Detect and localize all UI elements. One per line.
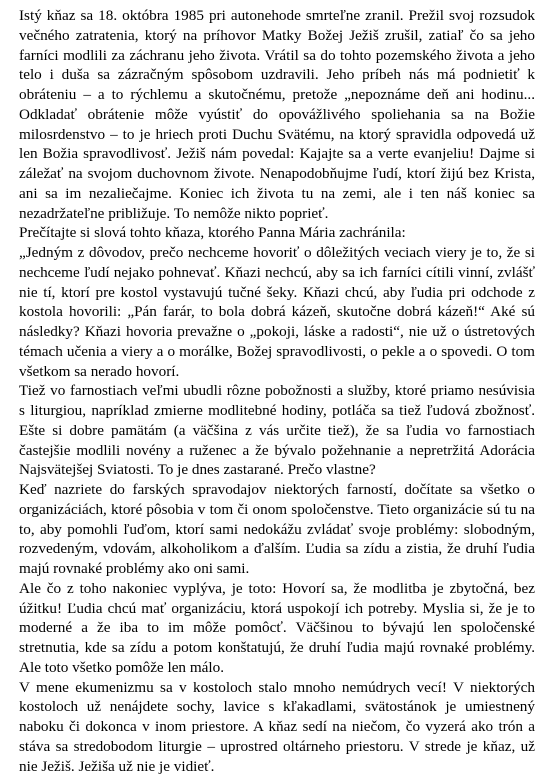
paragraph-consequences: Ale čo z toho nakoniec vyplýva, je toto: Hovorí sa, že modlitba je zbytočná, bez úžitku! Ľudia chcú mať organizáciu, ktorá uspokojí ich potreby. Myslia si, že je to moderné a že iba to im môže pomôcť. Väčšinou to bývajú len spoločenské stretnutia, kde sa zídu a potom konštatujú, že druhí ľudia majú rovnaké problémy. Ale toto všetko pomôže len málo. — [19, 579, 535, 676]
document-page — [19, 6, 535, 776]
paragraph-organizations: Keď nazriete do farských spravodajov niektorých farností, dočítate sa všetko o organizáciách, ktoré pôsobia v tom či onom spoločenstve. Tieto organizácie sú tu na to, aby pomohli ľuďom, ktorí sami nedokážu zvládať svoje problémy: slobodným, rozvedeným, vdovám, alkoholikom a ďalším. Ľudia sa zídu a zistia, že druhí ľudia majú rovnaké problémy ako oni sami. — [19, 481, 535, 577]
paragraph-story: Istý kňaz sa 18. októbra 1985 pri autonehode smrteľne zranil. Prežil svoj rozsudok večného zatratenia, ktorý na príhovor Matky Božej Ježiš zrušil, zatiaľ čo sa jeho farníci modlili za záchranu jeho života. Vrátil sa do tohto pozemského života a jeho telo i duša sa zázračným spôsobom uzdravili. Jeho príbeh nás má podnietiť k obráteniu – a to rýchlemu a skutočnému, pretože „nepoznáme deň ani hodinu... Odkladať obrátenie môže vyústiť do opovážlivého spoliehania sa na Božie milosrdenstvo – to je hriech proti Duchu Svätému, na ktorý spravidla odpovedá už len Božia spravodlivosť. Ježiš nám povedal: Kajajte sa a verte evanjeliu! Dajme si záležať na svojom duchovnom živote. Nenapodobňujme ľudí, ktorí žijú bez Krista, ani sa im nezaliečajme. Koniec ich života tu na zemi, ale i ten náš koniec sa nezadržateľne približuje. To nemôže nikto poprieť. — [19, 7, 535, 222]
paragraph-devotions: Tiež vo farnostiach veľmi ubudli rôzne pobožnosti a služby, ktoré priamo nesúvisia s liturgiou, napríklad zmierne modlitebné hodiny, potláča sa tiež ľudová zbožnosť. Ešte si dobre pamätám (a väčšina z vás určite tiež), že sa ľudia vo farnostiach častejšie modlili novény a ruženec a že bývalo požehnanie a nepretržitá Adorácia Najsvätejšej Sviatosti. To je dnes zastarané. Prečo vlastne? — [19, 382, 535, 479]
paragraph-reasons: „Jedným z dôvodov, prečo nechceme hovoriť o dôležitých veciach viery je to, že si nechceme ľudí nejako pohnevať. Kňazi nechcú, aby sa ich farníci cítili vinní, zvlášť nie tí, ktorí pre kostol vystavujú tučné šeky. Kňazi chcú, aby ľudia pri odchode z kostola hovorili: „Pán farár, to bola dobrá kázeň, skutočne dobrá kázeň!“ Aké sú následky? Kňazi hovoria prevažne o „pokoji, láske a radosti“, nie už o ústretových témach učenia a viery a o morálke, Božej spravodlivosti, o pekle a o spovedi. O tom všetkom sa nerado hovorí. — [19, 244, 535, 380]
paragraph-intro-quote: Prečítajte si slová tohto kňaza, ktorého Panna Mária zachránila: — [19, 224, 406, 242]
paragraph-ecumenism: V mene ekumenizmu sa v kostoloch stalo mnoho nemúdrych vecí! V niektorých kostoloch už nenájdete sochy, lavice s kľakadlami, svätostánok je umiestnený naboku či dokonca v inom priestore. A kňaz sedí na niečom, čo vyzerá ako trón a stáva sa stredobodom liturgie – uprostred oltárneho priestoru. V strede je kňaz, už nie Ježiš. Ježiša už nie je vidieť. — [19, 678, 535, 775]
